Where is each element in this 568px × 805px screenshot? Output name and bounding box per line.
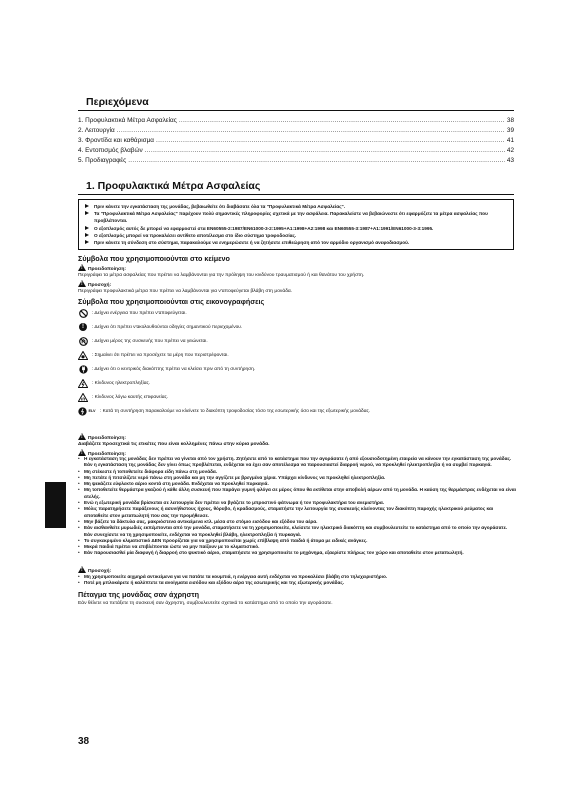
- intro-box: [78, 199, 514, 250]
- section-rule: [78, 194, 514, 195]
- list-item: • Μη ψεκάζετε εύφλεκτο αέριο κοντά στη μονάδα. Ενδέχεται να προκληθεί πυρκαγιά.: [78, 481, 269, 487]
- warning-icon: [78, 351, 88, 360]
- toc-list: [78, 116, 514, 166]
- figure-symbols-heading: Σύμβολα που χρησιμοποιούνται στις εικονογραφήσεις: [78, 297, 265, 306]
- warning-icon: [78, 566, 86, 573]
- list-item: • Μη χρησιμοποιείτε αιχμηρά αντικείμενα για να πατάτε τα κουμπιά, η ενέργεια αυτή ενδέχεται να προκαλέσει βλάβη στο τηλεχειριστήριο.: [78, 574, 388, 579]
- symbol-row: : Σημαίνει ότι πρέπει να προσέχετε τα μέρη που περιστρέφονται.: [78, 350, 518, 360]
- warning-icon: [78, 433, 86, 440]
- intro-item: Τα "Προφυλακτικά Μέτρα Ασφαλείας" παρέχουν πολύ σημαντικές πληροφορίες σχετικά με την ασφάλεια. Παρακαλείστε να βεβαιώνεστε ότι εφαρμόζετε τα μέτρα ασφαλείας που προβλέπονται.: [85, 210, 507, 224]
- list-item: • Μη στέκεστε ή τοποθετείτε διάφορα είδη πάνω στη μονάδα.: [78, 468, 218, 474]
- list-item: • Μόλις παρατηρήσετε παράξενους ή ασυνήθιστους ήχους, θόρυβο, ή κραδασμούς, σταματήστε την λειτουργία της συσκευής κλείνοντας τον διακόπτη παροχής ηλεκτρικού ρεύματος και αποταθείτε στον μεταπωλητή που σας την προμήθευσε.: [78, 506, 494, 518]
- toc-rule: [78, 110, 514, 111]
- heat-icon: [78, 393, 88, 402]
- shock-icon: [78, 379, 88, 388]
- list-item: • Εάν παρουσιασθεί μία διαφυγή ή διαρροή στο ψυκτικό αέριο, σταματήσετε να χρησιμοποιείτε το μηχάνημα, εξαερίστε πλήρως τον χώρο και αποταθείτε στον μεταπωλητή.: [78, 550, 464, 556]
- list-item: • Ποτέ μη μπλοκάρετε ή καλύπτετε τα ανοίγματα εισόδου και εξόδου αέρα της εσωτερικής και της εξωτερικής μονάδας.: [78, 580, 345, 586]
- unplug-icon: [79, 365, 88, 374]
- list-item: • Μην βάζετε τα δάκτυλα σας, μακριόστενα αντικείμενα κτλ. μέσα στο στόμιο εισόδου και εξόδου του αέρα.: [78, 518, 318, 524]
- toc-title: Περιεχόμενα: [86, 96, 149, 108]
- text-symbols-block: !Προειδοποίηση: Περιγράφει τα μέτρα ασφαλείας που πρέπει να λαμβάνονται για την πρόληψη του κινδύνου τραυματισμού ή και θανάτου του χρήστη. !Προσοχή: Περιγράφει προφυλακτικά μέτρα που πρέπει να λαμβάνονται για ν'αποφεύγεται βλάβη στη μονάδα.: [78, 264, 514, 296]
- toc-item[interactable]: 1. Προφυλακτικά Μέτρα Ασφαλείας ..... 38: [78, 116, 514, 126]
- symbol-row: : Δείχνει ενέργεια που πρέπει ν'αποφεύγεται.: [78, 308, 518, 318]
- elv-icon: [78, 407, 87, 416]
- list-item: • Το συγκεκριμένο κλιματιστικό ΔΕΝ προορίζεται για να χρησιμοποιείται χωρίς επίβλεψη από παιδιά ή άτομα με ειδικές ανάγκες.: [78, 537, 368, 543]
- text-symbols-heading: Σύμβολα που χρησιμοποιούνται στο κείμενο: [78, 254, 230, 263]
- symbol-row: : Δείχνει μέρος της συσκευής που πρέπει να γειώνεται.: [78, 336, 518, 346]
- symbol-row: : Κίνδυνος λόγω καυτής επιφανείας.: [78, 392, 518, 402]
- intro-item: Ο εξοπλισμός μπορεί να προκαλέσει αντίθετο αποτέλεσμα στο ίδιο σύστημα τροφοδοσίας.: [85, 232, 507, 239]
- disposal-text: Εάν θέλετε να πετάξετε τη συσκευή σαν άχρηστη, συμβουλευτείτε σχετικά το κατάστημα από το οποίο την αγοράσατε.: [78, 601, 333, 606]
- no-touch-icon: [79, 337, 88, 346]
- intro-item: Ο εξοπλισμός αυτός δε μπορεί να εφαρμοστεί στα EN60555-2:1987/EN61000-3-2:1995+A1:1998+A2:1998 και EN60555-3:1987+A1:1991/EN61000-3-3:1995.: [85, 225, 507, 232]
- caution-label: !Προσοχή:: [78, 566, 111, 575]
- warning-icon: [78, 264, 86, 271]
- toc-item[interactable]: 3. Φροντίδα και καθάρισμα ..... 41: [78, 136, 514, 146]
- intro-item: Πριν κάνετε τη σύνδεση στο σύστημα, παρακαλούμε να ενημερώσετε ή να ζητήσετε επιθεώρηση από τον αρμόδιο οργανισμό ανεφοδιασμού.: [85, 239, 507, 246]
- list-item: • Ενώ η εξωτερική μονάδα βρίσκεται σε λειτουργία δεν πρέπει να βγάζετε το μπροστινό φάτνωμα ή τον προφυλακτήρα του ανεμιστήρα.: [78, 500, 385, 506]
- list-item: • Η εγκατάσταση της μονάδας δεν πρέπει να γίνεται από τον χρήστη. Ζητήσετε από το κατάστημα που την αγοράσατε ή από εξουσιοδοτημένη εταιρεία να κάνουν την εγκατάσταση της μονάδας. Εάν η εγκατάσταση της μονάδας δεν γίνει όπως προβλέπεται, ενδέχεται να έχει σαν αποτέλεσμα να παρουσιαστεί διαρροή νερού, να προκληθεί ηλεκτροπληξία ή να συμβεί πυρκαγιά.: [78, 456, 512, 468]
- page-number: 38: [78, 736, 90, 747]
- intro-item: Πριν κάνετε την εγκατάσταση της μονάδας, βεβαιωθείτε ότι διαβάσατε όλα τα "Προφυλακτικά Μέτρα Ασφαλείας".: [85, 203, 507, 210]
- exclamation-icon: !: [79, 323, 87, 331]
- warning-icon: [78, 449, 86, 456]
- symbol-row: : Κίνδυνος ηλεκτροπληξίας.: [78, 378, 518, 388]
- list-item: • Μη τοποθετείτε θερμάστρα γκαζιού ή κάθε άλλη συσκευή που παράγει γυμνή φλόγα σε μέρος όπου θα εκτίθεται στην αποβολή αέρων από τη μονάδα. Η καύση της θερμάστρας ενδέχεται να είναι ατελής.: [78, 487, 516, 499]
- caution-list: [78, 574, 516, 587]
- toc-item[interactable]: 5. Προδιαγραφές ..... 43: [78, 156, 514, 166]
- disposal-heading: Πέταγμα της μονάδας σαν άχρηστη: [78, 590, 199, 599]
- symbol-row: ! : Δείχνει ότι πρέπει ν'ακολουθούνται οδηγίες σημαντικού περιεχομένου.: [78, 322, 518, 332]
- list-item: • Μικρά παιδιά πρέπει να επιβλέπονται ώστε να μην παίζουν με το κλιματιστικό.: [78, 544, 260, 550]
- warning-list: [78, 456, 516, 557]
- list-item: • Εάν αισθανθείτε μυρωδιές εκπέμπονται από την μονάδα, σταματήσετε να τη χρησιμοποιείτε, κλείσετε τον ηλεκτρικό διακόπτη και συμβουλευτείτε το κατάστημα από το οποίο την αγοράσατε. Εάν συνεχίσετε να τη χρησιμοποιείτε, ενδέχεται να προκληθεί βλάβη, ηλεκτροπληξία ή πυρκαγιά.: [78, 525, 508, 537]
- no-entry-icon: [79, 309, 88, 318]
- warning-icon: [78, 280, 86, 287]
- warning-block-2-label: !Προειδοποίηση:: [78, 449, 126, 458]
- warning-block-1: !Προειδοποίηση: Διαβάζετε προσεχτικά τις ετικέτες που είναι κολλημένες πάνω στην κύρια μονάδα.: [78, 433, 514, 449]
- symbol-row: : Δείχνει ότι ο κεντρικός διακόπτης πρέπει να κλείσει πριν από τη συντήρηση.: [78, 364, 518, 374]
- language-tab: [45, 482, 66, 528]
- list-item: • Μη πετάτε ή πιτσιλίζετε νερό πάνω στη μονάδα και μη την αγγίζετε με βρεγμένα χέρια. Υπάρχει κίνδυνος να προκληθεί ηλεκτροπληξία.: [78, 474, 386, 480]
- toc-item[interactable]: 4. Εντοπισμός βλαβών ..... 42: [78, 146, 514, 156]
- toc-item[interactable]: 2. Λειτουργία ..... 39: [78, 126, 514, 136]
- section-title: 1. Προφυλακτικά Μέτρα Ασφαλείας: [86, 180, 261, 192]
- symbol-row: ELV : Κατά τη συντήρηση παρακαλούμε να κλείνετε το διακόπτη τροφοδοσίας τόσο της εσωτερικής όσο και της εξωτερικής μονάδας.: [78, 406, 518, 416]
